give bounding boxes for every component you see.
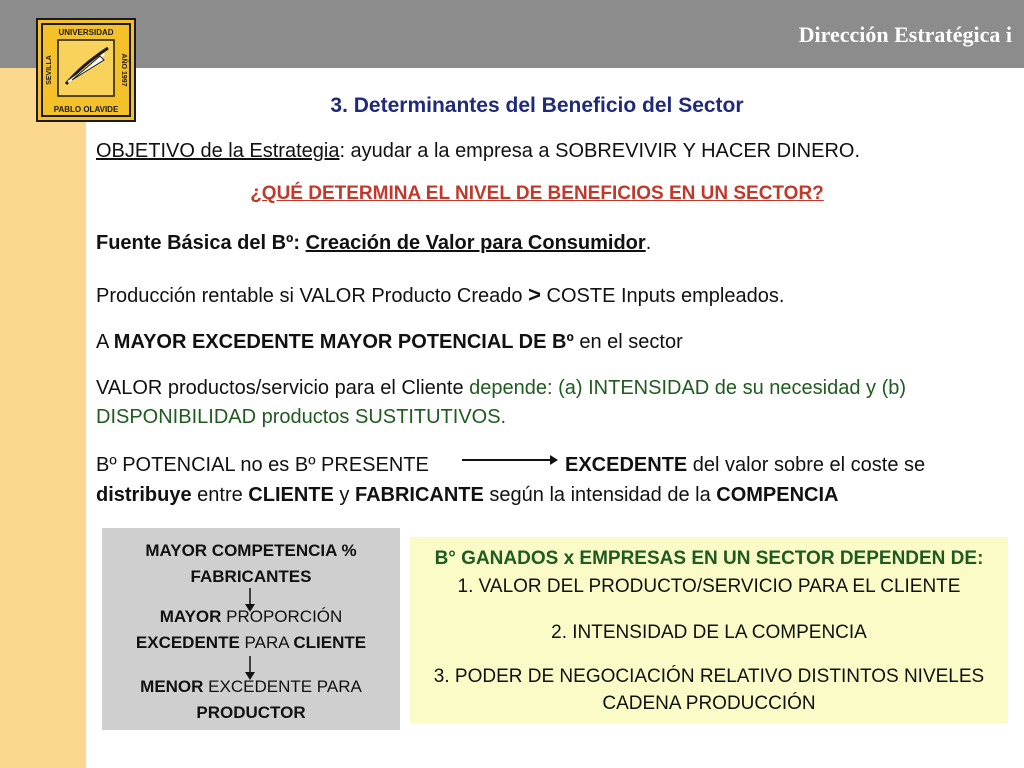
potencial-text: Bº POTENCIAL no es Bº PRESENTE <box>96 454 429 476</box>
mayor-prefix: A <box>96 331 114 353</box>
factor-item-3a: 3. PODER DE NEGOCIACIÓN RELATIVO DISTINTOS NIVELES <box>433 666 985 687</box>
gray-1a: MAYOR COMPETENCIA % <box>145 541 357 560</box>
produccion-text-b: COSTE Inputs empleados. <box>540 285 785 307</box>
potencial-text-c: del valor sobre el coste se <box>687 454 926 476</box>
excedente-bold: EXCEDENTE <box>565 454 688 476</box>
factor-item-3 <box>410 663 1008 717</box>
gray-3a-bold: MENOR <box>140 677 204 696</box>
factor-item-1: 1. VALOR DEL PRODUCTO/SERVICIO PARA EL CLIENTE <box>457 576 961 597</box>
potencial-line-1b <box>565 452 925 478</box>
compencia-bold: COMPENCIA <box>716 484 839 506</box>
cliente-bold: CLIENTE <box>248 484 334 506</box>
gray-2b-bold: EXCEDENTE <box>135 633 240 652</box>
potencial-text-g: y <box>333 484 355 506</box>
produccion-line <box>96 282 784 309</box>
gray-box-line-3 <box>102 674 400 726</box>
logo-left-text: SEVILLA <box>46 55 53 85</box>
key-question: ¿QUÉ DETERMINA EL NIVEL DE BENEFICIOS EN UN SECTOR? <box>250 183 824 204</box>
mayor-bold: MAYOR EXCEDENTE MAYOR POTENCIAL DE Bº <box>113 331 574 353</box>
factor-item-2: 2. INTENSIDAD DE LA COMPENCIA <box>551 622 867 643</box>
mayor-suffix: en el sector <box>573 331 683 353</box>
potencial-text-e: entre <box>191 484 249 506</box>
factors-heading: B° GANADOS x EMPRESAS EN UN SECTOR DEPENDEN DE: <box>434 548 984 569</box>
objetivo-text: : ayudar a la empresa a SOBREVIVIR Y HACER DINERO. <box>339 140 861 162</box>
factor-item-3b: CADENA PRODUCCIÓN <box>602 693 816 714</box>
fabricante-bold: FABRICANTE <box>354 484 484 506</box>
valor-line-1 <box>96 375 906 401</box>
potencial-line-2 <box>96 482 839 508</box>
gray-box-line-1 <box>102 538 400 590</box>
valor-green-1: depende: (a) INTENSIDAD de su necesidad y (b) <box>469 377 907 399</box>
fuente-value: Creación de Valor para Consumidor <box>305 232 646 254</box>
greater-than-sign: > <box>528 282 541 307</box>
section-title: 3. Determinantes del Beneficio del Sector <box>330 94 744 117</box>
gray-3a: EXCEDENTE PARA <box>203 677 362 696</box>
gray-2a-bold: MAYOR <box>159 607 222 626</box>
objetivo-label: OBJETIVO de la Estrategia <box>96 140 340 162</box>
logo-top-text: UNIVERSIDAD <box>58 28 114 37</box>
logo-bottom-text: PABLO OLAVIDE <box>53 105 119 114</box>
fuente-label: Fuente Básica del Bº: <box>96 232 306 254</box>
competition-box <box>102 528 400 730</box>
gray-2b: PARA <box>239 633 294 652</box>
valor-line-2: DISPONIBILIDAD productos SUSTITUTIVOS. <box>96 406 507 428</box>
mayor-line <box>96 329 683 355</box>
header-title: Dirección Estratégica i <box>798 22 1012 47</box>
potencial-text-i: según la intensidad de la <box>483 484 717 506</box>
fuente-line <box>96 230 651 256</box>
right-arrow-icon <box>458 453 562 467</box>
factors-box <box>410 537 1008 723</box>
left-sidebar <box>0 68 86 768</box>
valor-text: VALOR productos/servicio para el Cliente <box>96 377 470 399</box>
logo-right-text: AÑO 1997 <box>120 53 127 87</box>
distribuye-bold: distribuye <box>96 484 192 506</box>
gray-2b-bold2: CLIENTE <box>293 633 367 652</box>
gray-2a: PROPORCIÓN <box>221 607 343 626</box>
gray-1b: FABRICANTES <box>190 567 312 586</box>
gray-3b-bold: PRODUCTOR <box>196 703 306 722</box>
fuente-end: . <box>645 232 652 254</box>
gray-box-line-2 <box>102 604 400 656</box>
produccion-text-a: Producción rentable si VALOR Producto Creado <box>96 285 529 307</box>
potencial-line-1 <box>96 452 429 478</box>
objetivo-line <box>96 138 860 164</box>
top-bar <box>0 0 1024 68</box>
